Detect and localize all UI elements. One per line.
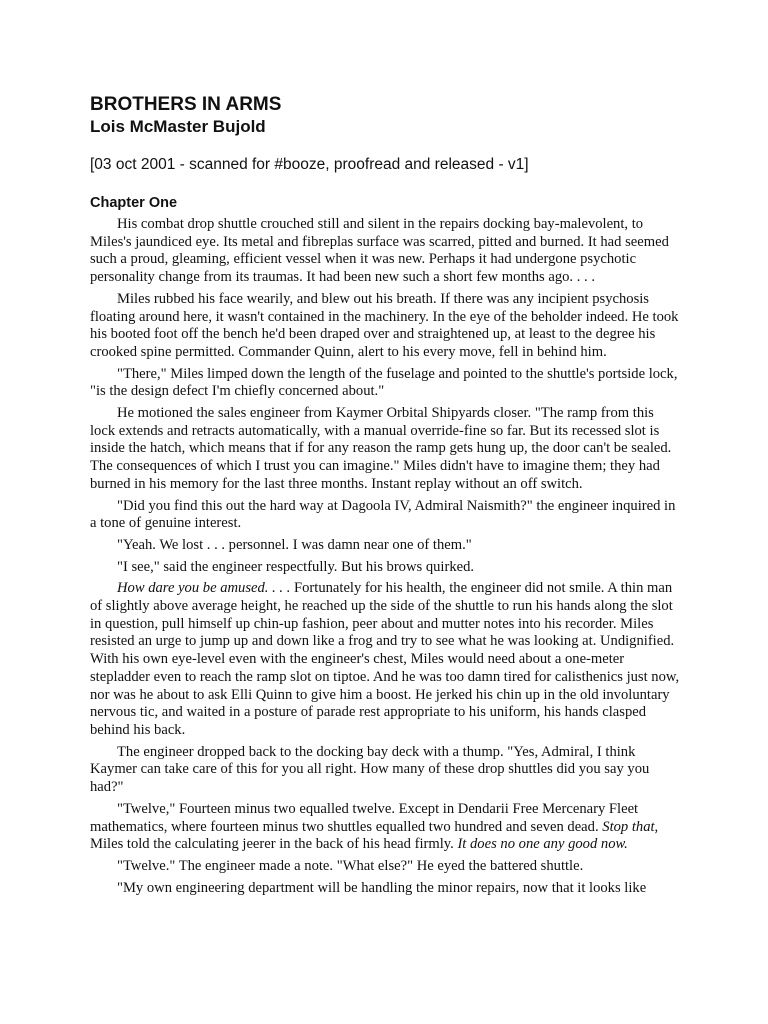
- paragraph-text: "Twelve." The engineer made a note. "What else?" He eyed the battered shuttle.: [117, 857, 584, 874]
- document-page: [90, 94, 680, 901]
- paragraph: [90, 580, 680, 739]
- chapter-body: [90, 216, 680, 897]
- paragraph: [90, 291, 680, 362]
- book-author: Lois McMaster Bujold: [90, 117, 266, 136]
- italic-text: How dare you be amused. . . .: [117, 580, 291, 597]
- paragraph-text: His combat drop shuttle crouched still and silent in the repairs docking bay-malevolent, to Miles's jaundiced eye. Its metal and fibreplas surface was scarred, pitted and burned. It had seemed such a proud, gleaming, efficient vessel when it was new. Perhaps it had undergone psychotic personality change from its traumas. It had been new such a short few months ago. . . .: [90, 216, 669, 286]
- paragraph-text: Miles told the calculating jeerer in the back of his head firmly.: [90, 836, 458, 853]
- paragraph: [90, 498, 680, 533]
- paragraph: [90, 744, 680, 797]
- paragraph-text: "Twelve," Fourteen minus two equalled twelve. Except in Dendarii Free Mercenary Fleet mathematics, where fourteen minus two shuttles equalled two hundred and seven dead.: [90, 800, 639, 835]
- paragraph: [90, 366, 680, 401]
- paragraph: [90, 880, 680, 898]
- paragraph-text: "There," Miles limped down the length of the fuselage and pointed to the shuttle's portside lock, "is the design defect I'm chiefly concerned about.": [90, 365, 678, 400]
- book-title: BROTHERS IN ARMS: [90, 94, 282, 115]
- paragraph: [90, 405, 680, 494]
- paragraph: [90, 537, 680, 555]
- chapter-heading: Chapter One: [90, 195, 178, 211]
- paragraph-text: He motioned the sales engineer from Kaymer Orbital Shipyards closer. "The ramp from this lock extends and retracts automatically, with a manual override-fine so far. But its recessed slot is inside the hatch, which means that if for any reason the ramp gets hung up, the door can't be sealed. The consequences of which I trust you can imagine." Miles didn't have to imagine them; they had burned in his memory for the last three months. Instant replay without an off switch.: [90, 405, 672, 492]
- paragraph-text: "I see," said the engineer respectfully. But his brows quirked.: [117, 558, 475, 575]
- paragraph-text: "My own engineering department will be handling the minor repairs, now that it looks like: [117, 879, 647, 896]
- paragraph-text: Fortunately for his health, the engineer did not smile. A thin man of slightly above average height, he reached up the side of the shuttle to run his hands along the slot in question, pull himself up chin-up fashion, peer about and mutter notes into his recorder. Miles resisted an urge to jump up and down like a frog and try to see what he was looking at. Undignified. With his own eye-level even with the engineer's chest, Miles would need about a one-meter stepladder even to reach the ramp slot on tiptoe. And he was too damn tired for calisthenics just now, nor was he about to ask Elli Quinn to give him a boost. He jerked his chin up in the old involuntary nervous tic, and waited in a posture of parade rest appropriate to his uniform, his hands clasped behind his back.: [90, 580, 680, 738]
- paragraph: [90, 858, 680, 876]
- paragraph: [90, 216, 680, 287]
- paragraph-text: "Did you find this out the hard way at Dagoola IV, Admiral Naismith?" the engineer inquired in a tone of genuine interest.: [90, 497, 676, 532]
- italic-text: Stop that,: [602, 818, 659, 835]
- paragraph: [90, 559, 680, 577]
- paragraph-text: The engineer dropped back to the docking bay deck with a thump. "Yes, Admiral, I think Kaymer can take care of this for you all right. How many of these drop shuttles did you say you had?": [90, 743, 650, 796]
- italic-text: It does no one any good now.: [457, 836, 628, 853]
- paragraph-text: "Yeah. We lost . . . personnel. I was damn near one of them.": [117, 536, 472, 553]
- release-note: [03 oct 2001 - scanned for #booze, proofread and released - v1]: [90, 156, 529, 173]
- paragraph-text: Miles rubbed his face wearily, and blew out his breath. If there was any incipient psychosis floating around here, it wasn't contained in the machinery. In the eye of the beholder indeed. He took his booted foot off the bench he'd been draped over and straightened up, at least to the degree his crooked spine permitted. Commander Quinn, alert to his every move, fell in behind him.: [90, 290, 679, 360]
- paragraph: [90, 801, 680, 854]
